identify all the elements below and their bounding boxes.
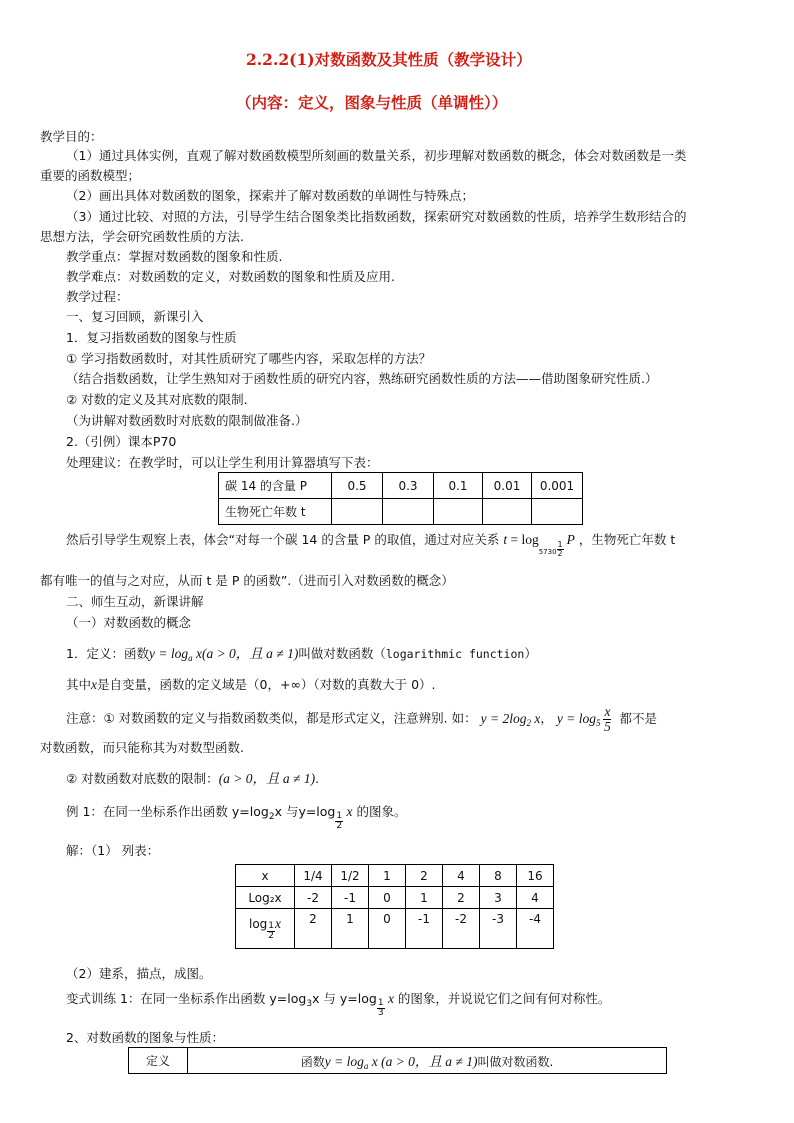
table-header-cell: 生物死亡年数 t [219,499,332,525]
table-cell: -3 [480,909,517,949]
table-cell: -4 [517,909,554,949]
formula-fraction: $\frac{1}{2}$ [557,540,563,558]
objective-line: 重要的函数模型； [40,168,141,183]
table-cell: -2 [295,887,332,909]
definition-text: 1．定义：函数 [66,646,149,661]
table-cell: 2 [406,865,443,887]
definition-formula: $y = \log_a x(a > 0$，且 a ≠ 1) [148,646,299,663]
objective-line: （1）通过具体实例，直观了解对数函数模型所刻画的数量关系，初步理解对数函数的概念，体会对数函数是一类 [66,148,687,163]
formula-log: = log [507,532,539,547]
table-cell: 0.5 [332,473,383,499]
key-point: 教学重点：掌握对数函数的图象和性质. [66,249,283,264]
section-heading: 二、师生互动，新课讲解 [66,594,204,609]
table-header-cell: log $\frac{1}{2}$ x [236,909,295,949]
guide-text: 然后引导学生观察上表，体会“对每一个碳 14 的含量 P 的取值，通过对应关系 [66,532,500,547]
definition-english-term: logarithmic function [385,647,525,661]
table-cell: 1/2 [332,865,369,887]
table-cell: 0 [369,909,406,949]
note2-line: ② 对数函数对底数的限制：(a > 0，且 a ≠ 1). [66,771,320,786]
subsection-heading: （一）对数函数的概念 [66,615,192,630]
list-item: ② 对数的定义及其对底数的限制. [66,392,248,407]
table-cell [332,499,383,525]
table-cell: 0.1 [434,473,483,499]
property-table [128,1047,667,1074]
objectives-heading: 教学目的： [40,129,103,144]
objective-line: （3）通过比较、对照的方法，引导学生结合图象类比指数函数，探索研究对数函数的性质，培养学生数形结合的 [66,209,687,224]
note-formula-fraction: $\frac{x}{5}$ [604,704,611,734]
suggestion-text: 处理建议：在教学时，可以让学生利用计算器填写下表： [66,455,379,470]
table-cell [383,499,434,525]
note-formula-2: $y = \log_5$ [556,710,601,728]
definition-line [66,642,537,663]
formula-p: P [566,532,575,547]
objective-line: 思想方法，学会研究函数性质的方法. [40,229,244,244]
table-cell: 8 [480,865,517,887]
difficult-point: 教学难点：对数函数的定义，对数函数的图象和性质及应用. [66,269,395,284]
process-heading: 教学过程： [66,289,129,304]
table-cell: 4 [517,887,554,909]
table-cell [483,499,532,525]
document-title: 2.2.2(1)对数函数及其性质（教学设计） [246,50,532,69]
solution-line: 解：（1） 列表： [66,843,160,858]
variant-fraction: $\frac{1}{3}$ [377,998,384,1018]
table-header-cell: 定义 [129,1048,188,1074]
table-header-cell: x [236,865,295,887]
example-fraction: $\frac{1}{2}$ [336,811,343,831]
guide-paragraph-continued: 都有唯一的值与之对应，从而 t 是 P 的函数”.（进而引入对数函数的概念） [40,573,454,588]
domain-line: 其中x是自变量，函数的定义域是（0，+∞）（对数的真数大于 0）. [66,677,436,692]
table-cell: 0.3 [383,473,434,499]
table-cell [434,499,483,525]
guide-paragraph [66,530,675,558]
note-formula-1: $y = 2\log_2$ x [480,710,541,728]
list-item: 2、对数函数的图象与性质： [66,1030,224,1045]
note-text: （为讲解对数函数时对底数的限制做准备.） [66,413,308,428]
table-cell: 1/4 [295,865,332,887]
note-text: 都不是 [619,710,657,726]
formula-t: t [503,532,508,547]
log-table [235,864,554,949]
step-line: （2）建系，描点，成图。 [66,966,212,981]
table-cell: 4 [443,865,480,887]
document-subtitle: （内容：定义，图象与性质（单调性）） [236,93,508,112]
note-text: 注意：① 对数函数的定义与指数函数类似，都是形式定义，注意辨别. 如： [66,710,477,726]
list-item: ① 学习指数函数时，对其性质研究了哪些内容，采取怎样的方法？ [66,351,432,366]
table-cell: 2 [295,909,332,949]
table-cell: 16 [517,865,554,887]
table-cell: -1 [406,909,443,949]
note-text: （结合指数函数，让学生熟知对于函数性质的研究内容，熟练研究函数性质的方法——借助图象研究性质.） [66,371,658,386]
list-item: 2.（引例）课本P70 [66,434,177,449]
section-heading: 一、复习回顾，新课引入 [66,309,204,324]
table-cell: 3 [480,887,517,909]
table-header-cell: 碳 14 的含量 P [219,473,332,499]
table-cell [532,499,583,525]
note-line-continued: 对数函数，而只能称其为对数型函数. [40,740,244,755]
variant-line: 变式训练 1：在同一坐标系作出函数 $y=\log_3x$ 与 y=log $\frac{1}{3}$ x 的图象，并说说它们之间有何对称性。 [66,991,611,1018]
table-cell: 1 [332,909,369,949]
table-cell: 0 [369,887,406,909]
objective-line: （2）画出具体对数函数的图象，探索并了解对数函数的单调性与特殊点； [66,188,474,203]
note-line: 注意：① 对数函数的定义与指数函数类似，都是形式定义，注意辨别. 如： $y = 2\log_2$ x， $y = \log_5$ $\frac{x}{5}$ 都不是 [66,704,657,734]
list-item: 1．复习指数函数的图象与性质 [66,330,237,345]
guide-text: ，生物死亡年数 t [578,532,676,547]
definition-text: 叫做对数函数（ [298,646,386,661]
table-cell: -1 [332,887,369,909]
table-header-cell: Log₂x [236,887,295,909]
definition-text: ） [524,646,537,661]
table-cell: 1 [406,887,443,909]
carbon-table [218,472,583,525]
example-line: 例 1：在同一坐标系作出函数 $y=\log_2x$ 与y=log $\frac{1}{2}$ x 的图象。 [66,804,407,831]
formula-base: 5730 [538,548,557,556]
table-cell: 0.001 [532,473,583,499]
table-cell: -2 [443,909,480,949]
table-cell: 1 [369,865,406,887]
table-cell: 2 [443,887,480,909]
table-cell: 函数$y = \log_a x$ (a > 0，且 a ≠ 1)叫做对数函数. [188,1048,667,1074]
table-cell: 0.01 [483,473,532,499]
